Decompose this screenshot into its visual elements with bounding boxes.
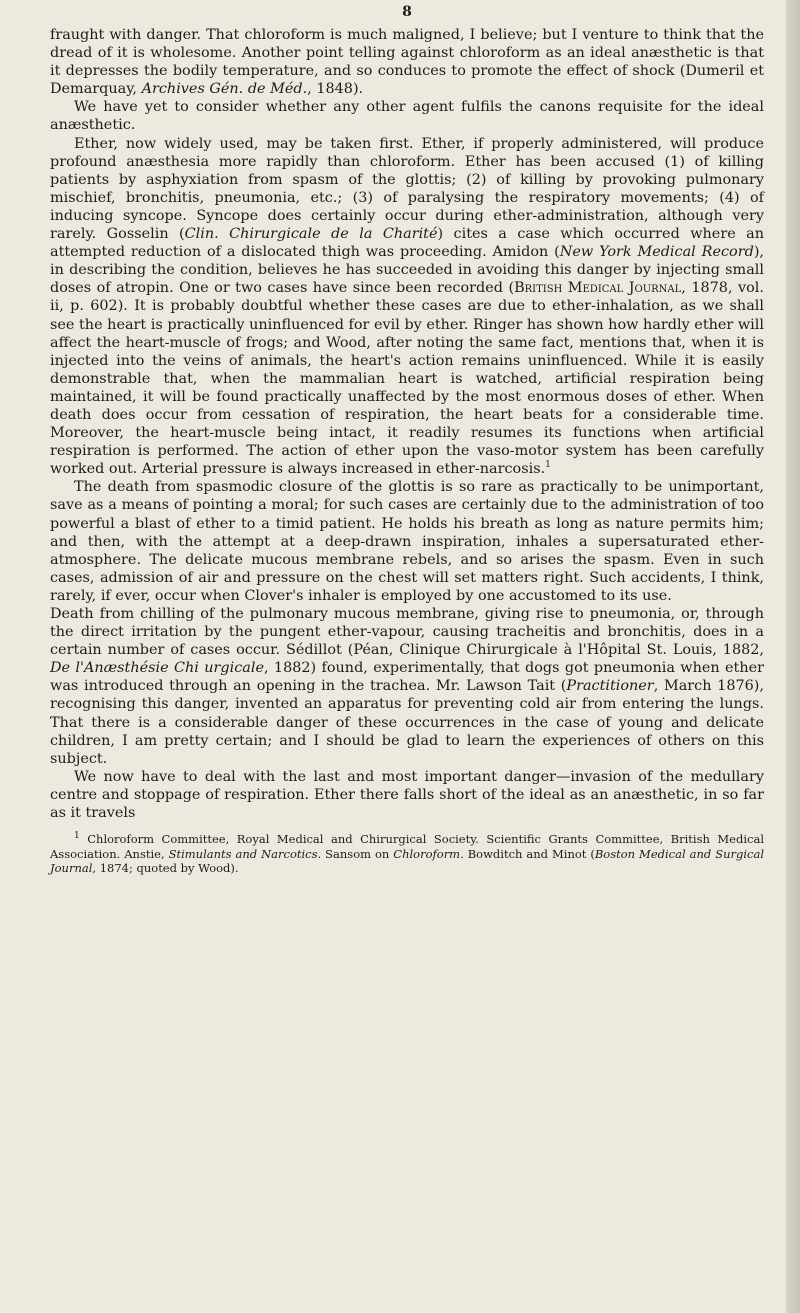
- text-run: . Bowditch and Minot (: [460, 846, 595, 861]
- small-caps-citation: British Medical Journal: [514, 280, 682, 297]
- italic-citation: De l'Anæsthésie Chi urgicale: [50, 660, 264, 677]
- text-run: , 1874; quoted by Wood).: [92, 861, 239, 876]
- body-text: [50, 26, 764, 822]
- text-run: , 1878, vol. ii, p. 602). It is probably doubtful whether these cases are due to ether-inhalation, as we shall see the heart is practically uninfluenced for evil by ether. Ringer has shown how hardly ether will affect the heart-muscle of frogs; and Wood, after noting the same fact, mentions that, when it is injected into the veins of animals, the heart's action remains uninfluenced. While it is easily demonstrable that, when the mammalian heart is watched, artificial respiration being maintained, it will be found practically unaffected by the most enormous doses of ether. When death does occur from cessation of respiration, the heart beats for a considerable time. Moreover, the heart-muscle being intact, it readily resumes its functions when artificial respiration is performed. The action of ether upon the vaso-motor system has been carefully worked out. Arterial pressure is always increased in ether-narcosis.: [50, 280, 764, 478]
- italic-citation: Practitioner: [566, 678, 654, 695]
- paragraph: [50, 98, 764, 134]
- italic-citation: Clin. Chirurgicale de la Charité: [184, 226, 438, 243]
- paragraph: [50, 768, 764, 822]
- footnotes: [50, 832, 764, 876]
- page-edge-shadow: [786, 0, 800, 1313]
- italic-citation: New York Medical Record: [559, 244, 754, 261]
- italic-citation: Boston Medical and Surgical Journal: [50, 846, 764, 876]
- text-run: Chloroform Committee, Royal Medical and Chirurgical Society. Scientific Grants Committee, British Medical Association. Anstie,: [50, 832, 764, 861]
- footnote: [50, 832, 764, 876]
- footnote-marker: 1: [74, 831, 80, 842]
- text-run: Ether, now widely used, may be taken first. Ether, if properly administered, will produce profound anæsthesia more rapidly than chloroform. Ether has been accused (1) of killing patients by asphyxiation from spasm of the glottis; (2) of killing by provoking pulmonary mischief, bronchitis, pneumonia, etc.; (3) of paralysing the respiratory movements; (4) of inducing syncope. Syncope does certainly occur during ether-administration, although very rarely. Gosselin (: [50, 135, 764, 243]
- paragraph: [50, 135, 764, 479]
- text-run: . Sansom on: [317, 846, 394, 861]
- text-run: We have yet to consider whether any other agent fulfils the canons requisite for the ideal anæsthetic.: [50, 99, 764, 134]
- italic-citation: Chloroform: [393, 846, 461, 861]
- text-run: fraught with danger. That chloroform is much maligned, I believe; but I venture to think that the dread of it is wholesome. Another point telling against chloroform as an ideal anæsthetic is that it depresses the bodily temperature, and so conduces to promote the effect of shock (Dumeril et Demarquay,: [50, 27, 764, 98]
- page-number: 8: [402, 4, 412, 20]
- text-run: ), in describing the condition, believes he has succeeded in avoiding this danger by injecting small doses of atropin. One or two cases have since been recorded (: [50, 244, 765, 297]
- text-run: , 1848).: [307, 81, 364, 98]
- footnote-marker: 1: [545, 460, 551, 471]
- text-run: We now have to deal with the last and most important danger—invasion of the medullary centre and stoppage of respiration. Ether there falls short of the ideal as an anæsthetic, in so far as it travels: [50, 768, 764, 822]
- text-run: The death from spasmodic closure of the glottis is so rare as practically to be unimportant, save as a means of pointing a moral; for such cases are certainly due to the administration of too powerful a blast of ether to a timid patient. He holds his breath as long as nature permits him; and then, with the attempt at a deep-drawn inspiration, inhales a supersaturated ether-atmosphere. The delicate mucous membrane rebels, and so arises the spasm. Even in such cases, admission of air and pressure on the chest will set matters right. Such accidents, I think, rarely, if ever, occur when Clover's inhaler is employed by one accustomed to its use.: [50, 479, 764, 604]
- text-run: , 1882) found, experimentally, that dogs got pneumonia when ether was introduced through an opening in the trachea. Mr. Lawson Tait (: [50, 660, 764, 695]
- paragraph: [50, 605, 764, 768]
- paragraph: [50, 26, 764, 98]
- paragraph: [50, 478, 764, 605]
- text-run: , March 1876), recognising this danger, invented an apparatus for preventing cold air from entering the lungs. That there is a considerable danger of these occurrences in the case of young and delicate children, I am pretty certain; and I should be glad to learn the experiences of others on this subject.: [50, 678, 764, 767]
- italic-citation: Stimulants and Narcotics: [168, 846, 318, 861]
- text-run: ) cites a case which occurred where an attempted reduction of a dislocated thigh was proceeding. Amidon (: [50, 226, 764, 261]
- text-run: Death from chilling of the pulmonary mucous membrane, giving rise to pneumonia, or, through the direct irritation by the pungent ether-vapour, causing tracheitis and bronchitis, does in a certain number of cases occur. Sédillot (Péan, Clinique Chirurgicale à l'Hôpital St. Louis, 1882,: [50, 606, 764, 659]
- italic-citation: Archives Gén. de Méd.: [141, 81, 308, 98]
